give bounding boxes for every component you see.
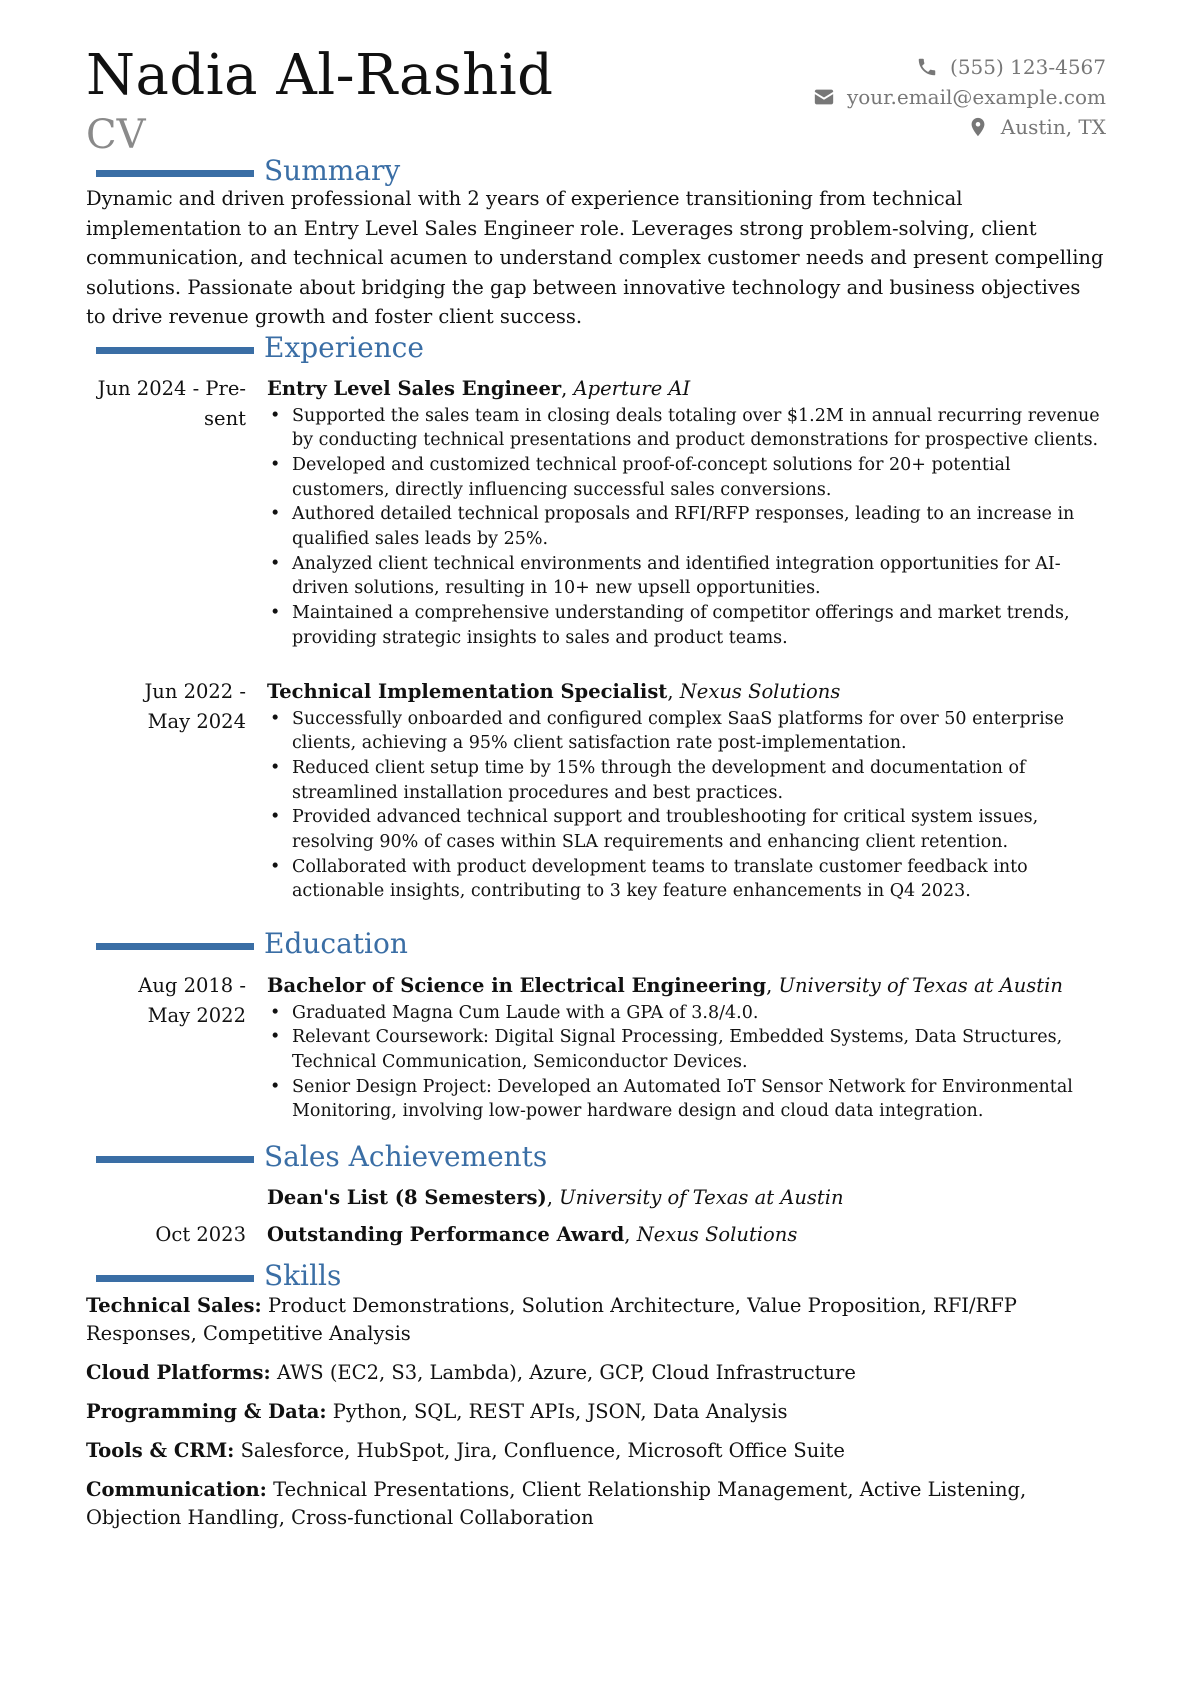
bullet-item: • Supported the sales team in closing deals totaling over $1.2M in annual recurring revenue by conducting technical presentations and product demonstrations for prospective clients. [292, 404, 1107, 453]
entry-body [267, 971, 1107, 1124]
entry-title: Entry Level Sales Engineer [267, 377, 562, 400]
contact-phone [813, 52, 1106, 82]
entry-date: Jun 2024 - Pre- sent [97, 377, 246, 430]
skill-value: AWS (EC2, S3, Lambda), Azure, GCP, Cloud Infrastructure [276, 1361, 856, 1384]
envelope-icon [813, 86, 835, 108]
email-text[interactable]: your.email@example.com [846, 85, 1106, 109]
entry-bullets [267, 707, 1107, 905]
entry-org: Nexus Solutions [679, 680, 841, 703]
entry-date: Oct 2023 [155, 1223, 246, 1246]
bullet-item: • Collaborated with product development teams to translate customer feedback into actionable insights, contributing to 3 key feature enhancements in Q4 2023. [292, 855, 1107, 904]
entry-body [267, 677, 1107, 904]
skill-label: Programming & Data: [86, 1400, 327, 1423]
skill-label: Cloud Platforms: [86, 1361, 271, 1384]
section-title: Experience [264, 331, 424, 364]
bullet-item: • Successfully onboarded and configured complex SaaS platforms for over 50 enterprise clients, achieving a 95% client satisfaction rate post-implementation. [292, 707, 1107, 756]
bullet-item: • Maintained a comprehensive understanding of competitor offerings and market trends, providing strategic insights to sales and product teams. [292, 601, 1107, 650]
section-bar [96, 943, 254, 950]
entry-body [267, 1183, 1107, 1213]
section-bar [96, 347, 254, 354]
section-title: Sales Achievements [264, 1140, 548, 1173]
entry-title: Outstanding Performance Award [267, 1223, 625, 1246]
skill-value: Salesforce, HubSpot, Jira, Confluence, Microsoft Office Suite [240, 1439, 845, 1462]
entry-org: Nexus Solutions [636, 1223, 798, 1246]
entry-body [267, 374, 1107, 651]
bullet-item: • Authored detailed technical proposals and RFI/RFP responses, leading to an increase in qualified sales leads by 25%. [292, 502, 1107, 551]
entry-heading: Technical Implementation Specialist, Nexus Solutions [267, 680, 841, 703]
skill-label: Communication: [86, 1478, 267, 1501]
section-achievements-heading [96, 1140, 1096, 1174]
section-education-heading [96, 927, 1096, 961]
document-subtitle: CV [86, 112, 146, 158]
phone-icon [916, 56, 938, 78]
skill-row [86, 1292, 1106, 1348]
bullet-item: • Reduced client setup time by 15% through the development and documentation of streamlined installation procedures and best practices. [292, 756, 1107, 805]
bullet-item: • Relevant Coursework: Digital Signal Processing, Embedded Systems, Data Structures, Technical Communication, Semiconductor Devices. [292, 1025, 1107, 1074]
section-title: Skills [264, 1259, 342, 1292]
entry-heading: Outstanding Performance Award, Nexus Solutions [267, 1223, 798, 1246]
bullet-item: • Analyzed client technical environments and identified integration opportunities for AI-driven solutions, resulting in 10+ new upsell opportunities. [292, 552, 1107, 601]
entry-title: Dean's List (8 Semesters) [267, 1186, 547, 1209]
bullet-item: • Graduated Magna Cum Laude with a GPA of 3.8/4.0. [292, 1001, 1107, 1026]
entry-date: Aug 2018 - May 2022 [138, 974, 246, 1027]
bullet-item: • Senior Design Project: Developed an Automated IoT Sensor Network for Environmental Monitoring, involving low-power hardware design and cloud data integration. [292, 1075, 1107, 1124]
skill-label: Technical Sales: [86, 1294, 262, 1317]
section-title: Education [264, 927, 408, 960]
skill-row [86, 1398, 1106, 1426]
skill-row [86, 1437, 1106, 1465]
entry-heading: Bachelor of Science in Electrical Engineering, University of Texas at Austin [267, 974, 1063, 997]
section-skills-heading [96, 1259, 1096, 1293]
location-text: Austin, TX [1000, 115, 1106, 139]
section-title: Summary [264, 154, 401, 187]
skill-label: Tools & CRM: [86, 1439, 235, 1462]
entry-body [267, 1220, 1107, 1250]
section-summary-heading [96, 154, 1096, 188]
bullet-item: • Provided advanced technical support and troubleshooting for critical system issues, resolving 90% of cases within SLA requirements and enhancing client retention. [292, 805, 1107, 854]
skill-value: Python, SQL, REST APIs, JSON, Data Analysis [332, 1400, 788, 1423]
summary-text: Dynamic and driven professional with 2 years of experience transitioning from technical implementation to an Entry Level Sales Engineer role. Leverages strong problem-solving, client communication, and technical acumen to understand complex customer needs and present compelling solutions. Passionate about bridging the gap between innovative technology and business objectives to drive revenue growth and foster client success. [86, 187, 1104, 328]
section-bar [96, 1275, 254, 1282]
phone-text[interactable]: (555) 123-4567 [950, 55, 1106, 79]
contact-email [813, 82, 1106, 112]
entry-title: Bachelor of Science in Electrical Engineering [267, 974, 767, 997]
section-experience-heading [96, 331, 1096, 365]
entry-heading: Dean's List (8 Semesters), University of Texas at Austin [267, 1186, 844, 1209]
entry-title: Technical Implementation Specialist [267, 680, 668, 703]
skill-row [86, 1359, 1106, 1387]
skill-value: Product Demonstrations, Solution Architecture, Value Proposition, RFI/RFP Responses, Competitive Analysis [86, 1294, 1017, 1345]
map-pin-icon [967, 116, 989, 138]
entry-bullets [267, 404, 1107, 651]
section-bar [96, 1156, 254, 1163]
skill-row [86, 1476, 1106, 1532]
section-bar [96, 170, 254, 177]
entry-bullets [267, 1001, 1107, 1125]
skills-list [86, 1292, 1106, 1543]
entry-heading: Entry Level Sales Engineer, Aperture AI [267, 377, 691, 400]
contact-block [813, 52, 1106, 142]
bullet-item: • Developed and customized technical proof-of-concept solutions for 20+ potential customers, directly influencing successful sales conversions. [292, 453, 1107, 502]
skill-value: Technical Presentations, Client Relationship Management, Active Listening, Objection Handling, Cross-functional Collaboration [86, 1478, 1027, 1529]
entry-org: University of Texas at Austin [778, 974, 1063, 997]
contact-location [813, 112, 1106, 142]
entry-org: Aperture AI [573, 377, 691, 400]
candidate-name: Nadia Al-Rashid [86, 43, 554, 108]
entry-org: University of Texas at Austin [559, 1186, 844, 1209]
entry-date: Jun 2022 - May 2024 [144, 680, 246, 733]
